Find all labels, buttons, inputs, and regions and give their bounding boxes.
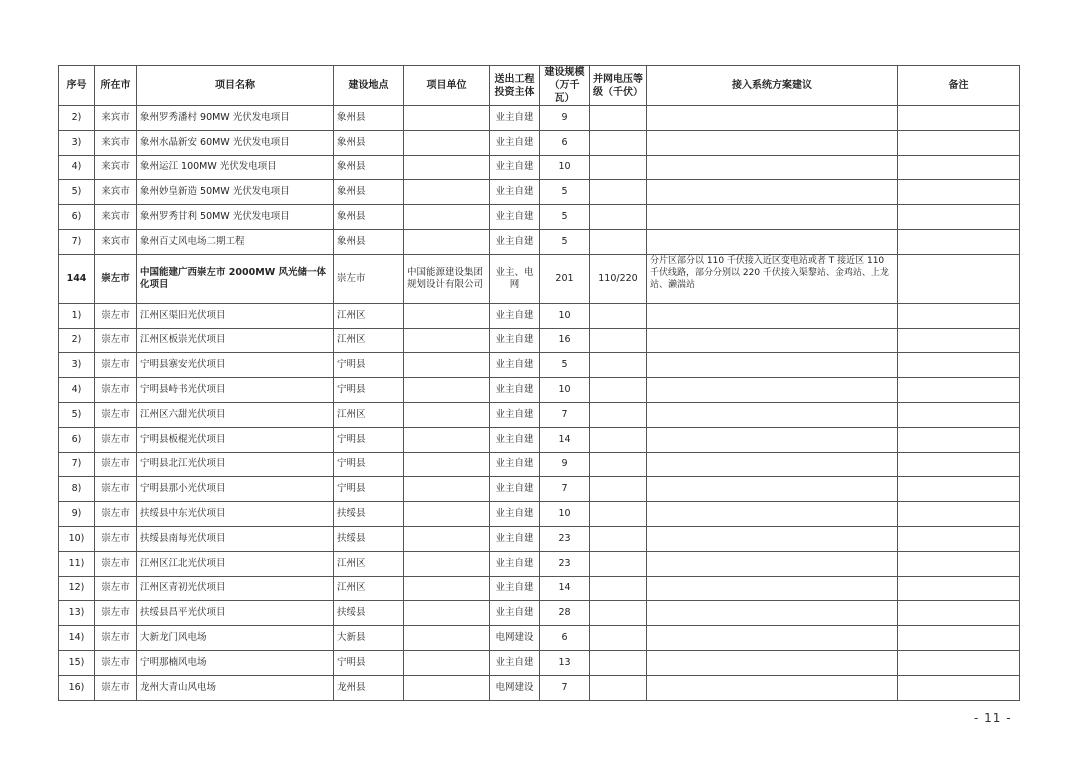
cell-scale: 5 — [540, 205, 590, 230]
cell-scale: 9 — [540, 106, 590, 131]
cell-investor: 业主自建 — [490, 378, 540, 403]
cell-location: 龙州县 — [334, 675, 404, 700]
table-body — [59, 106, 1020, 701]
cell-name: 宁明县板棍光伏项目 — [137, 427, 334, 452]
table-row — [59, 576, 1020, 601]
cell-remark — [898, 626, 1020, 651]
cell-city: 崇左市 — [95, 601, 137, 626]
cell-city: 崇左市 — [95, 328, 137, 353]
cell-name: 宁明县寨安光伏项目 — [137, 353, 334, 378]
cell-unit — [404, 229, 490, 254]
cell-unit — [404, 626, 490, 651]
cell-plan — [647, 205, 898, 230]
cell-name: 大新龙门风电场 — [137, 626, 334, 651]
cell-city: 崇左市 — [95, 477, 137, 502]
cell-unit — [404, 477, 490, 502]
cell-name: 扶绥县南每光伏项目 — [137, 526, 334, 551]
cell-scale: 5 — [540, 353, 590, 378]
cell-remark — [898, 229, 1020, 254]
cell-location: 大新县 — [334, 626, 404, 651]
cell-investor: 业主自建 — [490, 452, 540, 477]
cell-city: 崇左市 — [95, 551, 137, 576]
cell-unit — [404, 427, 490, 452]
cell-remark — [898, 106, 1020, 131]
cell-plan — [647, 477, 898, 502]
cell-scale: 5 — [540, 180, 590, 205]
header-name: 项目名称 — [137, 66, 334, 106]
cell-location: 宁明县 — [334, 477, 404, 502]
cell-remark — [898, 254, 1020, 303]
cell-investor: 业主自建 — [490, 106, 540, 131]
table-row — [59, 626, 1020, 651]
cell-voltage — [590, 180, 647, 205]
table-header-row — [59, 66, 1020, 106]
table-row — [59, 180, 1020, 205]
cell-remark — [898, 155, 1020, 180]
table-row — [59, 551, 1020, 576]
cell-plan — [647, 378, 898, 403]
table-row — [59, 353, 1020, 378]
project-table — [58, 65, 1020, 701]
cell-investor: 业主、电网 — [490, 254, 540, 303]
cell-city: 崇左市 — [95, 254, 137, 303]
table-row — [59, 650, 1020, 675]
cell-investor: 业主自建 — [490, 601, 540, 626]
cell-seq: 4) — [59, 378, 95, 403]
cell-investor: 电网建设 — [490, 626, 540, 651]
cell-name: 宁明那楠风电场 — [137, 650, 334, 675]
cell-unit — [404, 130, 490, 155]
cell-plan — [647, 452, 898, 477]
cell-plan — [647, 502, 898, 527]
cell-scale: 14 — [540, 576, 590, 601]
cell-city: 来宾市 — [95, 106, 137, 131]
cell-remark — [898, 477, 1020, 502]
table-row — [59, 205, 1020, 230]
cell-plan — [647, 303, 898, 328]
cell-investor: 业主自建 — [490, 328, 540, 353]
cell-seq: 7) — [59, 452, 95, 477]
cell-location: 江州区 — [334, 328, 404, 353]
header-unit: 项目单位 — [404, 66, 490, 106]
cell-remark — [898, 502, 1020, 527]
cell-name: 宁明县北江光伏项目 — [137, 452, 334, 477]
cell-name: 中国能建广西崇左市 2000MW 风光储一体化项目 — [137, 254, 334, 303]
cell-investor: 业主自建 — [490, 303, 540, 328]
cell-unit — [404, 378, 490, 403]
cell-location: 象州县 — [334, 106, 404, 131]
cell-name: 龙州大青山风电场 — [137, 675, 334, 700]
cell-name: 象州妙皇新造 50MW 光伏发电项目 — [137, 180, 334, 205]
cell-location: 宁明县 — [334, 353, 404, 378]
cell-unit — [404, 180, 490, 205]
cell-city: 来宾市 — [95, 180, 137, 205]
cell-investor: 业主自建 — [490, 353, 540, 378]
cell-city: 崇左市 — [95, 303, 137, 328]
cell-city: 来宾市 — [95, 229, 137, 254]
cell-location: 江州区 — [334, 303, 404, 328]
cell-scale: 6 — [540, 626, 590, 651]
cell-city: 崇左市 — [95, 378, 137, 403]
cell-location: 崇左市 — [334, 254, 404, 303]
cell-seq: 3) — [59, 353, 95, 378]
cell-voltage — [590, 229, 647, 254]
table-row — [59, 229, 1020, 254]
cell-scale: 10 — [540, 378, 590, 403]
cell-city: 崇左市 — [95, 526, 137, 551]
cell-remark — [898, 328, 1020, 353]
cell-seq: 6) — [59, 427, 95, 452]
cell-voltage — [590, 130, 647, 155]
cell-plan — [647, 130, 898, 155]
cell-name: 象州水晶新安 60MW 光伏发电项目 — [137, 130, 334, 155]
cell-city: 来宾市 — [95, 205, 137, 230]
cell-seq: 6) — [59, 205, 95, 230]
cell-unit — [404, 155, 490, 180]
cell-remark — [898, 551, 1020, 576]
project-main-row — [59, 254, 1020, 303]
cell-city: 崇左市 — [95, 427, 137, 452]
cell-plan — [647, 551, 898, 576]
cell-investor: 业主自建 — [490, 502, 540, 527]
cell-voltage — [590, 551, 647, 576]
cell-seq: 5) — [59, 402, 95, 427]
cell-name: 象州罗秀甘利 50MW 光伏发电项目 — [137, 205, 334, 230]
cell-investor: 业主自建 — [490, 650, 540, 675]
cell-scale: 9 — [540, 452, 590, 477]
cell-voltage — [590, 526, 647, 551]
cell-voltage — [590, 402, 647, 427]
cell-name: 江州区渠旧光伏项目 — [137, 303, 334, 328]
cell-plan — [647, 427, 898, 452]
cell-unit — [404, 402, 490, 427]
cell-seq: 11) — [59, 551, 95, 576]
header-remark: 备注 — [898, 66, 1020, 106]
cell-scale: 23 — [540, 551, 590, 576]
cell-plan — [647, 328, 898, 353]
header-voltage: 并网电压等级（千伏） — [590, 66, 647, 106]
table-row — [59, 155, 1020, 180]
cell-voltage — [590, 303, 647, 328]
cell-location: 扶绥县 — [334, 502, 404, 527]
cell-seq: 5) — [59, 180, 95, 205]
cell-remark — [898, 180, 1020, 205]
cell-remark — [898, 526, 1020, 551]
cell-voltage — [590, 452, 647, 477]
cell-name: 江州区青初光伏项目 — [137, 576, 334, 601]
cell-location: 宁明县 — [334, 452, 404, 477]
cell-investor: 业主自建 — [490, 576, 540, 601]
cell-name: 扶绥县昌平光伏项目 — [137, 601, 334, 626]
cell-remark — [898, 452, 1020, 477]
cell-city: 崇左市 — [95, 650, 137, 675]
cell-plan — [647, 526, 898, 551]
cell-scale: 10 — [540, 155, 590, 180]
cell-location: 江州区 — [334, 576, 404, 601]
header-location: 建设地点 — [334, 66, 404, 106]
cell-scale: 201 — [540, 254, 590, 303]
cell-city: 崇左市 — [95, 402, 137, 427]
cell-investor: 业主自建 — [490, 427, 540, 452]
cell-seq: 144 — [59, 254, 95, 303]
cell-location: 江州区 — [334, 402, 404, 427]
table-row — [59, 106, 1020, 131]
cell-seq: 15) — [59, 650, 95, 675]
cell-plan — [647, 180, 898, 205]
cell-voltage — [590, 477, 647, 502]
cell-plan — [647, 155, 898, 180]
cell-unit — [404, 526, 490, 551]
cell-investor: 业主自建 — [490, 229, 540, 254]
cell-voltage: 110/220 — [590, 254, 647, 303]
cell-seq: 12) — [59, 576, 95, 601]
cell-remark — [898, 576, 1020, 601]
table-row — [59, 130, 1020, 155]
header-scale: 建设规模（万千瓦） — [540, 66, 590, 106]
cell-name: 江州区板崇光伏项目 — [137, 328, 334, 353]
table-row — [59, 303, 1020, 328]
cell-seq: 1) — [59, 303, 95, 328]
cell-location: 象州县 — [334, 155, 404, 180]
cell-scale: 23 — [540, 526, 590, 551]
cell-seq: 3) — [59, 130, 95, 155]
cell-unit — [404, 452, 490, 477]
cell-remark — [898, 675, 1020, 700]
cell-unit: 中国能源建设集团规划设计有限公司 — [404, 254, 490, 303]
cell-plan: 分片区部分以 110 千伏接入近区变电站或者 T 接近区 110 千伏线路，部分分别以 220 千伏接入渠黎站、金鸡站、上龙站、濑湍站 — [647, 254, 898, 303]
cell-seq: 7) — [59, 229, 95, 254]
cell-investor: 电网建设 — [490, 675, 540, 700]
cell-unit — [404, 551, 490, 576]
cell-seq: 2) — [59, 106, 95, 131]
cell-voltage — [590, 427, 647, 452]
cell-location: 宁明县 — [334, 378, 404, 403]
cell-investor: 业主自建 — [490, 402, 540, 427]
cell-seq: 13) — [59, 601, 95, 626]
cell-remark — [898, 353, 1020, 378]
cell-scale: 7 — [540, 477, 590, 502]
cell-seq: 16) — [59, 675, 95, 700]
cell-plan — [647, 353, 898, 378]
cell-remark — [898, 303, 1020, 328]
cell-voltage — [590, 378, 647, 403]
cell-unit — [404, 576, 490, 601]
cell-voltage — [590, 601, 647, 626]
cell-unit — [404, 328, 490, 353]
cell-name: 象州百丈风电场二期工程 — [137, 229, 334, 254]
cell-scale: 7 — [540, 675, 590, 700]
cell-name: 象州罗秀潘村 90MW 光伏发电项目 — [137, 106, 334, 131]
cell-city: 崇左市 — [95, 675, 137, 700]
cell-name: 宁明县那小光伏项目 — [137, 477, 334, 502]
cell-seq: 10) — [59, 526, 95, 551]
cell-scale: 10 — [540, 303, 590, 328]
cell-seq: 4) — [59, 155, 95, 180]
cell-voltage — [590, 626, 647, 651]
cell-unit — [404, 650, 490, 675]
cell-scale: 7 — [540, 402, 590, 427]
cell-voltage — [590, 502, 647, 527]
table-row — [59, 328, 1020, 353]
cell-name: 江州区江北光伏项目 — [137, 551, 334, 576]
cell-voltage — [590, 576, 647, 601]
cell-remark — [898, 378, 1020, 403]
cell-location: 宁明县 — [334, 650, 404, 675]
cell-remark — [898, 205, 1020, 230]
cell-scale: 14 — [540, 427, 590, 452]
cell-unit — [404, 601, 490, 626]
cell-location: 象州县 — [334, 205, 404, 230]
cell-scale: 5 — [540, 229, 590, 254]
cell-investor: 业主自建 — [490, 180, 540, 205]
table-row — [59, 452, 1020, 477]
cell-city: 崇左市 — [95, 452, 137, 477]
cell-unit — [404, 675, 490, 700]
table-row — [59, 477, 1020, 502]
cell-plan — [647, 106, 898, 131]
cell-seq: 9) — [59, 502, 95, 527]
cell-location: 宁明县 — [334, 427, 404, 452]
cell-remark — [898, 650, 1020, 675]
cell-remark — [898, 601, 1020, 626]
cell-unit — [404, 502, 490, 527]
cell-plan — [647, 601, 898, 626]
cell-plan — [647, 626, 898, 651]
cell-voltage — [590, 328, 647, 353]
cell-plan — [647, 650, 898, 675]
cell-investor: 业主自建 — [490, 551, 540, 576]
cell-location: 扶绥县 — [334, 526, 404, 551]
cell-remark — [898, 427, 1020, 452]
header-plan: 接入系统方案建议 — [647, 66, 898, 106]
cell-location: 象州县 — [334, 130, 404, 155]
cell-city: 崇左市 — [95, 502, 137, 527]
cell-plan — [647, 229, 898, 254]
cell-city: 来宾市 — [95, 155, 137, 180]
cell-plan — [647, 402, 898, 427]
cell-investor: 业主自建 — [490, 526, 540, 551]
cell-remark — [898, 402, 1020, 427]
header-investor: 送出工程投资主体 — [490, 66, 540, 106]
cell-seq: 8) — [59, 477, 95, 502]
cell-scale: 13 — [540, 650, 590, 675]
table-row — [59, 427, 1020, 452]
cell-investor: 业主自建 — [490, 155, 540, 180]
header-seq: 序号 — [59, 66, 95, 106]
cell-seq: 14) — [59, 626, 95, 651]
cell-city: 崇左市 — [95, 353, 137, 378]
cell-location: 江州区 — [334, 551, 404, 576]
cell-voltage — [590, 106, 647, 131]
cell-voltage — [590, 205, 647, 230]
table-row — [59, 378, 1020, 403]
cell-seq: 2) — [59, 328, 95, 353]
cell-city: 来宾市 — [95, 130, 137, 155]
cell-unit — [404, 106, 490, 131]
table-row — [59, 526, 1020, 551]
cell-scale: 28 — [540, 601, 590, 626]
cell-scale: 16 — [540, 328, 590, 353]
table-row — [59, 675, 1020, 700]
cell-location: 象州县 — [334, 180, 404, 205]
cell-location: 扶绥县 — [334, 601, 404, 626]
table-row — [59, 502, 1020, 527]
header-city: 所在市 — [95, 66, 137, 106]
cell-investor: 业主自建 — [490, 477, 540, 502]
cell-unit — [404, 205, 490, 230]
cell-investor: 业主自建 — [490, 205, 540, 230]
cell-city: 崇左市 — [95, 576, 137, 601]
cell-voltage — [590, 353, 647, 378]
cell-voltage — [590, 155, 647, 180]
cell-city: 崇左市 — [95, 626, 137, 651]
cell-investor: 业主自建 — [490, 130, 540, 155]
cell-name: 象州运江 100MW 光伏发电项目 — [137, 155, 334, 180]
cell-plan — [647, 576, 898, 601]
table-row — [59, 601, 1020, 626]
cell-voltage — [590, 650, 647, 675]
cell-remark — [898, 130, 1020, 155]
cell-name: 宁明县峙书光伏项目 — [137, 378, 334, 403]
cell-scale: 10 — [540, 502, 590, 527]
cell-voltage — [590, 675, 647, 700]
cell-plan — [647, 675, 898, 700]
table-row — [59, 402, 1020, 427]
cell-scale: 6 — [540, 130, 590, 155]
cell-name: 江州区六甜光伏项目 — [137, 402, 334, 427]
cell-location: 象州县 — [334, 229, 404, 254]
page-number: - 11 - — [974, 711, 1012, 725]
cell-unit — [404, 353, 490, 378]
cell-name: 扶绥县中东光伏项目 — [137, 502, 334, 527]
cell-unit — [404, 303, 490, 328]
